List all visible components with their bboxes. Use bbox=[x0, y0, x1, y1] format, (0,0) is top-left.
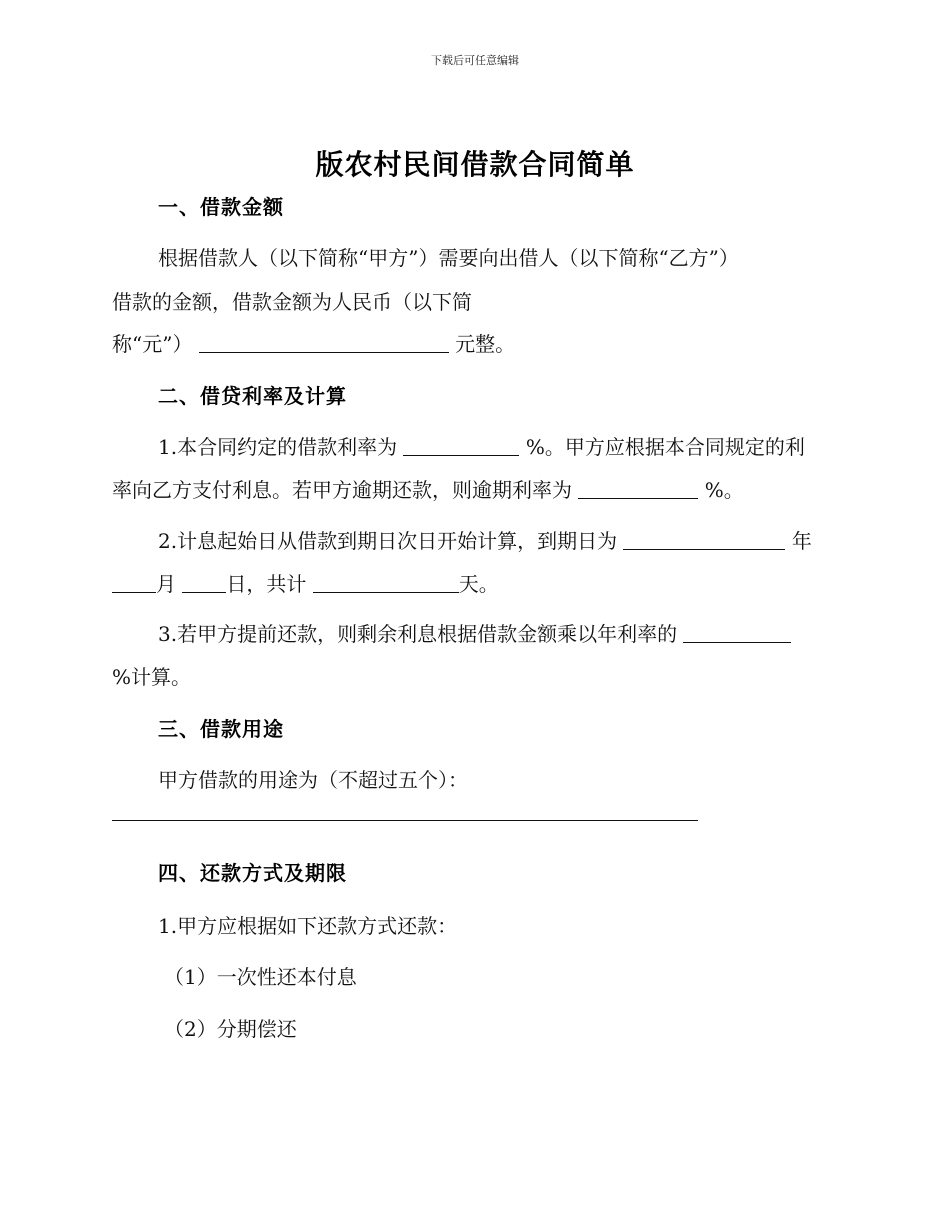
loan-amount-line-3 bbox=[112, 330, 832, 358]
interest-text-2: %。甲方应根据本合同规定的利 bbox=[525, 435, 805, 459]
interest-line-4 bbox=[112, 570, 832, 598]
interest-line-1 bbox=[158, 433, 878, 461]
repayment-option-2 bbox=[164, 1015, 884, 1043]
interest-text-11: %计算。 bbox=[112, 665, 192, 689]
prepayment-rate-blank bbox=[683, 620, 791, 643]
purpose-line-1 bbox=[158, 766, 878, 794]
loan-purpose-blank bbox=[112, 820, 698, 821]
repayment-line-1 bbox=[158, 912, 878, 940]
interest-text-3: 率向乙方支付利息。若甲方逾期还款，则逾期利率为 bbox=[112, 478, 572, 502]
loan-amount-text-4: 元整。 bbox=[455, 332, 516, 356]
interest-text-6: 年 bbox=[791, 529, 812, 553]
loan-amount-text-2: 借款的金额，借款金额为人民币（以下简 bbox=[112, 290, 472, 314]
interest-text-4: %。 bbox=[704, 478, 744, 502]
repayment-option-1 bbox=[164, 963, 884, 991]
interest-text-5: 2.计息起始日从借款到期日次日开始计算，到期日为 bbox=[158, 529, 618, 553]
interest-text-8: 日，共计 bbox=[226, 572, 307, 596]
due-year-blank bbox=[623, 527, 785, 550]
section-heading-repayment: 四、还款方式及期限 bbox=[158, 861, 347, 885]
interest-line-5 bbox=[158, 620, 878, 648]
interest-line-3 bbox=[158, 527, 878, 555]
interest-text-10: 3.若甲方提前还款，则剩余利息根据借款金额乘以年利率的 bbox=[158, 622, 678, 646]
loan-amount-blank bbox=[199, 330, 449, 353]
total-days-blank bbox=[313, 570, 459, 593]
section-heading-interest: 二、借贷利率及计算 bbox=[158, 384, 347, 408]
repayment-text-1: 1.甲方应根据如下还款方式还款： bbox=[158, 914, 458, 938]
loan-amount-text-1: 根据借款人（以下简称“甲方”）需要向出借人（以下简称“乙方”） bbox=[158, 246, 739, 270]
repayment-option-1-text: （1）一次性还本付息 bbox=[164, 965, 357, 989]
header-note: 下载后可任意编辑 bbox=[431, 54, 519, 67]
repayment-option-2-text: （2）分期偿还 bbox=[164, 1017, 297, 1041]
interest-text-1: 1.本合同约定的借款利率为 bbox=[158, 435, 398, 459]
due-month-blank bbox=[112, 570, 156, 593]
section-heading-loan-purpose: 三、借款用途 bbox=[158, 717, 284, 741]
loan-amount-line-2 bbox=[112, 288, 832, 316]
due-day-blank bbox=[182, 570, 226, 593]
interest-text-7: 月 bbox=[156, 572, 176, 596]
document-title: 版农村民间借款合同简单 bbox=[315, 148, 635, 181]
interest-line-2 bbox=[112, 476, 832, 504]
interest-line-6 bbox=[112, 663, 832, 691]
interest-rate-blank bbox=[403, 433, 519, 456]
interest-text-9: 天。 bbox=[458, 572, 499, 596]
purpose-text: 甲方借款的用途为（不超过五个）： bbox=[158, 768, 468, 792]
overdue-rate-blank bbox=[578, 476, 698, 499]
loan-amount-text-3: 称“元”） bbox=[112, 332, 193, 356]
loan-amount-line-1 bbox=[158, 244, 878, 272]
section-heading-loan-amount: 一、借款金额 bbox=[158, 195, 284, 219]
